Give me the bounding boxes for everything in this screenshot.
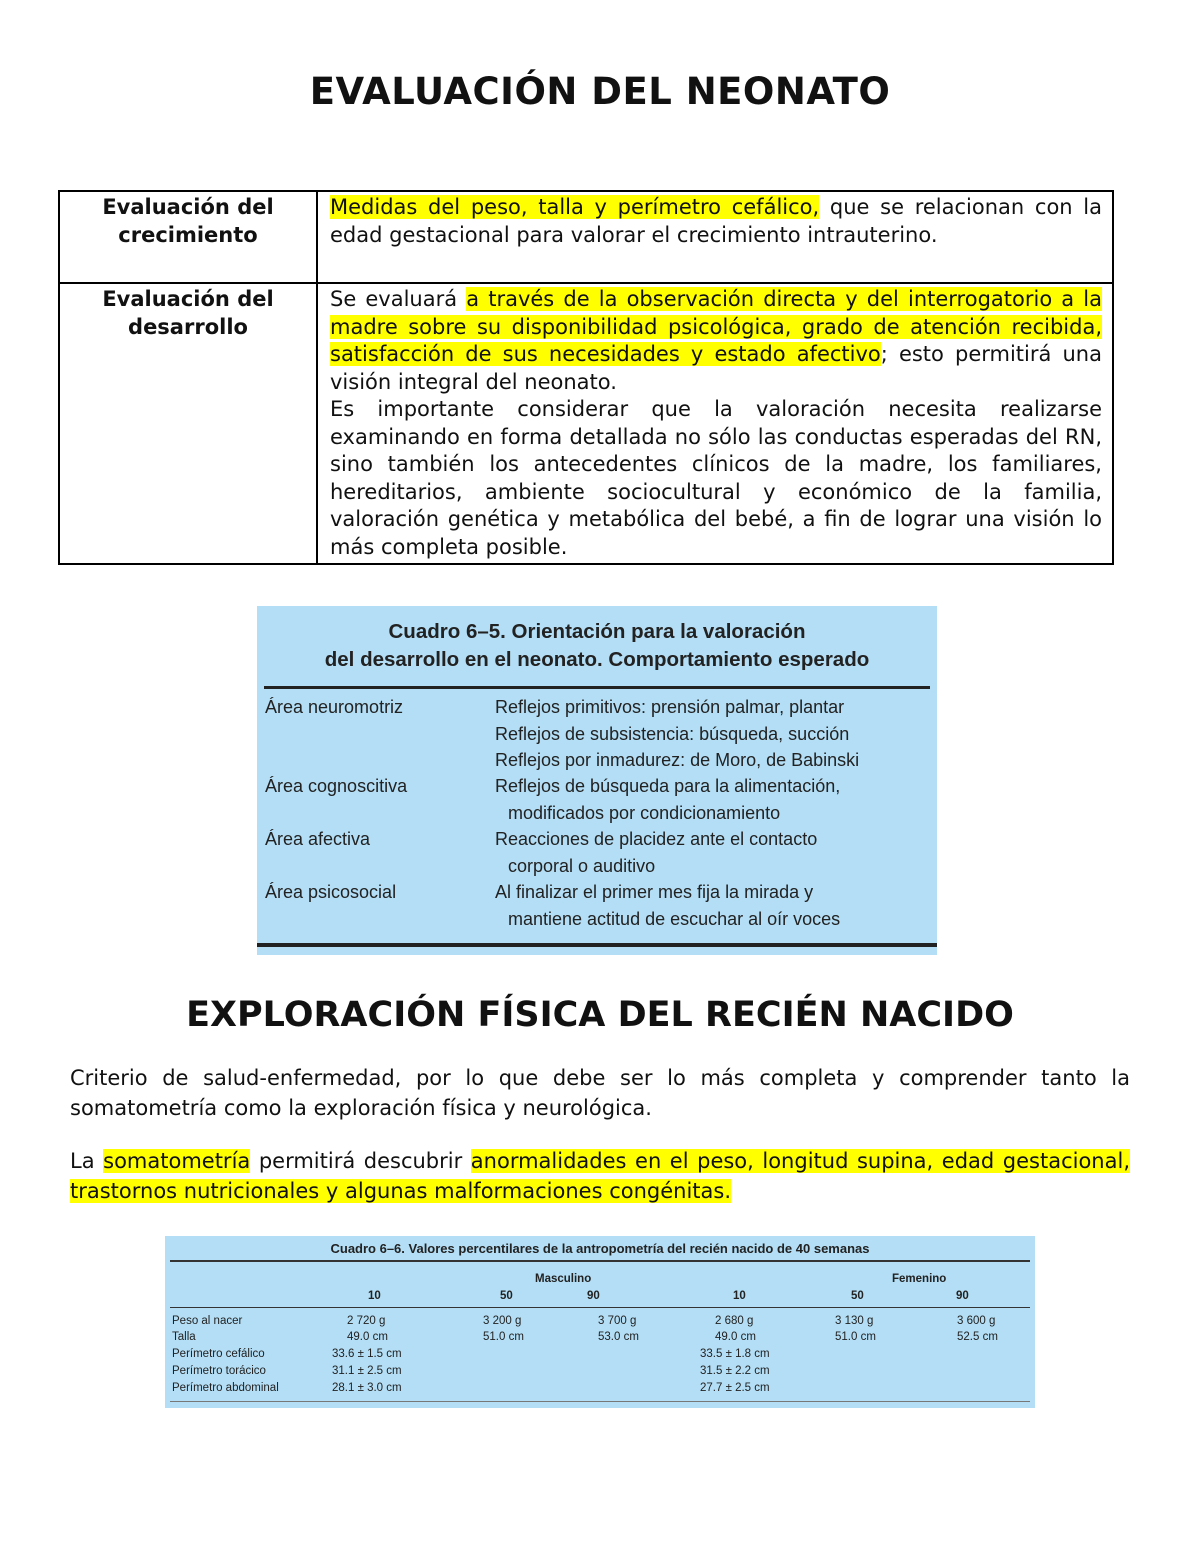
description-line: Reflejos de subsistencia: búsqueda, succión — [495, 723, 850, 744]
figure-caption — [257, 618, 937, 674]
row-paragraph: Es importante considerar que la valoración necesita realizarse examinando en forma detallada no sólo las conductas esperadas del RN, sino también los antecedentes clínicos de la madre, los familiares, hereditarios, ambiente sociocultural y económico de la familia, valoración genética y metabólica del bebé, a fin de lograr una visión lo más completa posible. — [330, 397, 1102, 559]
row-label: Talla — [172, 1331, 196, 1343]
column-header: 50 — [500, 1290, 513, 1302]
row-label-line: crecimiento — [118, 222, 258, 247]
divider — [170, 1401, 1030, 1402]
description-line: Reflejos por inmadurez: de Moro, de Babinski — [495, 750, 860, 770]
row-label — [59, 283, 317, 564]
area-description — [495, 694, 935, 774]
paragraph: Criterio de salud-enfermedad, por lo que debe ser lo más completa y comprender tanto la somatometría como la exploración física y neurológica. — [70, 1066, 1130, 1120]
area-description — [495, 879, 935, 932]
table-cell: 2 680 g — [715, 1315, 754, 1327]
table-cell: 31.5 ± 2.2 cm — [700, 1365, 770, 1377]
row-label-line: desarrollo — [128, 314, 248, 339]
column-header: 90 — [587, 1290, 600, 1302]
body-text: ; esto permitirá una visión integral del neonato. — [330, 342, 1102, 394]
description-line: Reacciones de placidez ante el contacto — [495, 829, 818, 849]
row-label-line: Evaluación del — [102, 195, 274, 219]
table-cell: 3 200 g — [483, 1315, 522, 1327]
table-cell: 3 600 g — [957, 1315, 996, 1327]
row-label: Perímetro abdominal — [172, 1382, 279, 1394]
table-cell: 51.0 cm — [483, 1331, 524, 1343]
area-label: Área psicosocial — [265, 882, 397, 902]
table-cell: 2 720 g — [347, 1315, 386, 1327]
group-header-femenino: Femenino — [892, 1273, 947, 1285]
divider — [264, 686, 930, 689]
table-row — [59, 283, 1113, 564]
description-line: Al finalizar el primer mes fija la mirada y — [495, 882, 814, 902]
area-description — [495, 826, 935, 879]
table-cell: 31.1 ± 2.5 cm — [332, 1365, 402, 1377]
divider — [170, 1307, 1030, 1308]
figure-cuadro-6-5 — [257, 606, 937, 955]
column-header: 10 — [368, 1290, 381, 1302]
caption-line: del desarrollo en el neonato. Comportamiento esperado — [324, 648, 870, 671]
evaluation-table — [58, 190, 1114, 565]
body-text: La — [70, 1149, 104, 1173]
highlighted-text: somatometría — [103, 1149, 251, 1173]
figure-cuadro-6-6 — [165, 1236, 1035, 1408]
row-label — [59, 191, 317, 283]
figure-caption: Cuadro 6–6. Valores percentilares de la antropometría del recién nacido de 40 semanas — [330, 1241, 870, 1256]
description-line: Reflejos de búsqueda para la alimentación, — [495, 776, 841, 796]
body-text: que se relacionan con la edad gestacional para valorar el crecimiento intrauterino. — [330, 195, 1102, 247]
highlighted-text: anormalidades en el peso, longitud supina, edad gestacional, trastornos nutricionales y algunas malformaciones congénitas. — [70, 1149, 1130, 1203]
table-cell: 52.5 cm — [957, 1331, 998, 1343]
row-label: Peso al nacer — [172, 1315, 243, 1327]
table-cell: 33.5 ± 1.8 cm — [700, 1348, 770, 1360]
table-cell: 3 700 g — [598, 1315, 637, 1327]
row-text — [317, 191, 1113, 283]
column-header: 90 — [956, 1290, 969, 1302]
page-title: EVALUACIÓN DEL NEONATO — [309, 70, 891, 113]
group-header-masculino: Masculino — [535, 1273, 592, 1285]
table-cell: 33.6 ± 1.5 cm — [332, 1348, 402, 1360]
column-header: 50 — [851, 1290, 864, 1302]
area-description — [495, 773, 935, 826]
divider — [257, 943, 937, 947]
highlighted-text: Medidas del peso, talla y perímetro cefálico, — [330, 195, 820, 219]
description-line: Reflejos primitivos: prensión palmar, plantar — [495, 697, 845, 717]
area-label: Área cognoscitiva — [265, 776, 408, 796]
row-label-line: Evaluación del — [102, 287, 274, 311]
table-cell: 49.0 cm — [347, 1331, 388, 1343]
description-line: modificados por condicionamiento — [508, 802, 781, 823]
table-cell: 27.7 ± 2.5 cm — [700, 1382, 770, 1394]
table-cell: 51.0 cm — [835, 1331, 876, 1343]
table-cell: 53.0 cm — [598, 1331, 639, 1343]
caption-line: Cuadro 6–5. Orientación para la valoración — [388, 620, 806, 643]
area-label: Área afectiva — [265, 829, 371, 849]
column-header: 10 — [733, 1290, 746, 1302]
table-cell: 3 130 g — [835, 1315, 874, 1327]
area-label: Área neuromotriz — [265, 697, 404, 717]
divider — [170, 1260, 1030, 1262]
row-label: Perímetro torácico — [172, 1365, 266, 1377]
row-text — [317, 283, 1113, 564]
row-paragraph — [330, 286, 1102, 396]
table-cell: 28.1 ± 3.0 cm — [332, 1382, 402, 1394]
description-line: corporal o auditivo — [508, 855, 656, 876]
body-text: permitirá descubrir — [250, 1149, 471, 1173]
body-text: Se evaluará — [330, 287, 467, 311]
row-label: Perímetro cefálico — [172, 1348, 265, 1360]
table-row — [59, 191, 1113, 283]
highlighted-text: a través de la observación directa y del interrogatorio a la madre sobre su disponibilidad psicológica, grado de atención recibida, satisfacción de sus necesidades y estado afectivo — [330, 287, 1102, 366]
description-line: mantiene actitud de escuchar al oír voces — [508, 908, 841, 929]
section-title: EXPLORACIÓN FÍSICA DEL RECIÉN NACIDO — [186, 995, 1014, 1035]
table-cell: 49.0 cm — [715, 1331, 756, 1343]
paragraph — [70, 1146, 1130, 1206]
